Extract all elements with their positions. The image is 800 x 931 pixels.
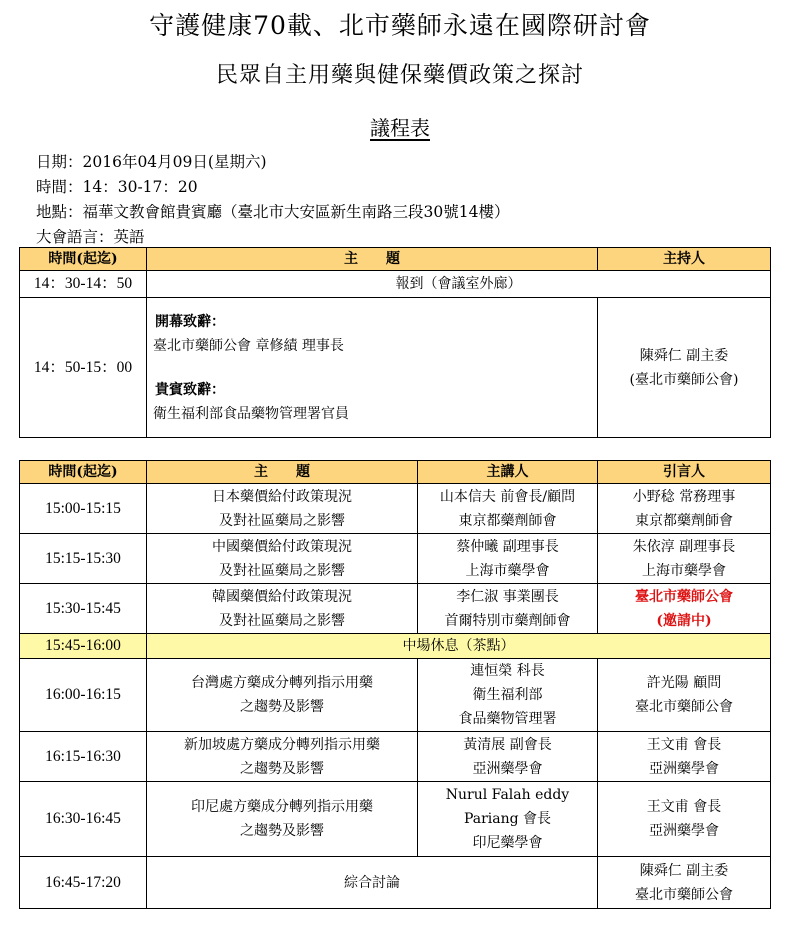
table-header-row <box>20 248 771 271</box>
header-time: 時間(起迄) <box>20 248 147 271</box>
speaker-line: 首爾特別市藥劑師會 <box>444 612 571 629</box>
moderator-line: 臺北市藥師公會 <box>635 886 733 903</box>
moderator-line: 小野稔 常務理事 <box>632 488 736 505</box>
opening-speaker: 臺北市藥師公會 章修績 理事長 <box>153 337 344 354</box>
topic-line: 及對社區藥局之影響 <box>219 612 345 629</box>
info-venue: 地點：福華文教會館貴賓廳（臺北市大安區新生南路三段30號14樓） <box>36 203 510 221</box>
table-row <box>20 782 771 857</box>
table-row <box>20 298 771 438</box>
speaker-line: 黃清展 副會長 <box>463 736 552 753</box>
agenda-heading <box>0 112 800 141</box>
session-topic <box>147 782 418 857</box>
break-label: 中場休息（茶點） <box>147 634 771 659</box>
speaker-line: Pariang 會長 <box>463 811 552 827</box>
session-time: 16:15-16:30 <box>20 732 147 782</box>
moderator-line: 臺北市藥師公會 <box>635 699 733 715</box>
session-topic <box>147 484 418 534</box>
table-header-row <box>20 461 771 484</box>
session-topic <box>147 534 418 584</box>
session-speaker <box>418 659 598 732</box>
session-time: 15:15-15:30 <box>20 534 147 584</box>
opening-host-cell <box>598 298 771 438</box>
table-row <box>20 271 771 298</box>
header-topic: 主 題 <box>147 461 418 484</box>
speaker-line: Nurul Falah eddy <box>445 787 570 803</box>
opening-topic-cell <box>147 298 598 438</box>
moderator-line: 陳舜仁 副主委 <box>639 862 729 879</box>
moderator-line: 亞洲藥學會 <box>649 823 719 839</box>
session-time: 16:00-16:15 <box>20 659 147 732</box>
session-topic <box>147 659 418 732</box>
discussion-topic: 綜合討論 <box>147 857 598 909</box>
moderator-line: 王文甫 會長 <box>646 736 722 753</box>
topic-line: 及對社區藥局之影響 <box>219 562 345 579</box>
moderator-line: 臺北市藥師公會 <box>635 588 733 605</box>
registration-topic: 報到（會議室外廊） <box>147 271 771 298</box>
session-speaker <box>418 484 598 534</box>
info-language: 大會語言：英語 <box>36 228 145 246</box>
agenda-heading-text: 議程表 <box>370 116 430 140</box>
break-row <box>20 634 771 659</box>
topic-line: 之趨勢及影響 <box>240 760 324 777</box>
session-time: 15:00-15:15 <box>20 484 147 534</box>
session-topic <box>147 584 418 634</box>
session-moderator <box>598 584 771 634</box>
topic-line: 中國藥價給付政策現況 <box>212 538 352 555</box>
registration-time: 14：30-14：50 <box>20 271 147 298</box>
session-time: 15:30-15:45 <box>20 584 147 634</box>
speaker-line: 食品藥物管理署 <box>458 711 557 727</box>
session-speaker <box>418 732 598 782</box>
opening-time: 14：50-15：00 <box>20 298 147 438</box>
table-row <box>20 484 771 534</box>
session-speaker <box>418 584 598 634</box>
session-agenda-table <box>19 460 771 909</box>
topic-line: 印尼處方藥成分轉列指示用藥 <box>191 799 373 815</box>
moderator-line: 亞洲藥學會 <box>649 760 719 777</box>
conference-subtitle: 民眾自主用藥與健保藥價政策之探討 <box>215 63 584 88</box>
speaker-line: 印尼藥學會 <box>472 835 543 851</box>
moderator-line: 朱依淳 副理事長 <box>632 538 736 555</box>
table-row <box>20 857 771 909</box>
session-moderator <box>598 782 771 857</box>
header-host: 主持人 <box>598 248 771 271</box>
session-speaker <box>418 782 598 857</box>
speaker-line: 山本信夫 前會長/顧問 <box>439 488 576 505</box>
table-row <box>20 534 771 584</box>
moderator-line: 許光陽 顧問 <box>646 675 722 691</box>
moderator-line: 上海市藥學會 <box>642 562 726 579</box>
topic-line: 及對社區藥局之影響 <box>219 512 345 529</box>
table-row <box>20 659 771 732</box>
header-moderator: 引言人 <box>598 461 771 484</box>
host-org: (臺北市藥師公會) <box>629 371 739 388</box>
session-topic <box>147 732 418 782</box>
session-moderator <box>598 857 771 909</box>
topic-line: 之趨勢及影響 <box>240 699 324 715</box>
host-name: 陳舜仁 副主委 <box>639 347 729 364</box>
speaker-line: 亞洲藥學會 <box>472 760 543 777</box>
opening-agenda-table <box>19 247 771 438</box>
session-moderator <box>598 484 771 534</box>
header-speaker: 主講人 <box>418 461 598 484</box>
session-moderator <box>598 659 771 732</box>
info-date: 日期：2016年04月09日(星期六) <box>36 153 267 171</box>
topic-line: 韓國藥價給付政策現況 <box>212 588 352 605</box>
session-speaker <box>418 534 598 584</box>
speaker-line: 上海市藥學會 <box>465 562 550 579</box>
topic-line: 日本藥價給付政策現況 <box>212 488 352 505</box>
topic-line: 之趨勢及影響 <box>240 823 324 839</box>
guest-label: 貴賓致辭： <box>155 381 225 398</box>
session-moderator <box>598 534 771 584</box>
session-time: 16:45-17:20 <box>20 857 147 909</box>
moderator-line: 東京都藥劑師會 <box>635 512 733 529</box>
header-time: 時間(起迄) <box>20 461 147 484</box>
topic-line: 新加坡處方藥成分轉列指示用藥 <box>184 736 380 753</box>
guest-speaker: 衛生福利部食品藥物管理署官員 <box>153 405 349 422</box>
header-topic: 主 題 <box>147 248 598 271</box>
topic-line: 台灣處方藥成分轉列指示用藥 <box>191 675 373 691</box>
speaker-line: 東京都藥劑師會 <box>458 512 557 529</box>
moderator-line: 王文甫 會長 <box>646 799 722 815</box>
table-row <box>20 584 771 634</box>
session-time: 16:30-16:45 <box>20 782 147 857</box>
moderator-line: (邀請中) <box>656 612 712 629</box>
conference-title: 守護健康70載、北市藥師永遠在國際研討會 <box>149 11 651 40</box>
info-time: 時間：14：30-17：20 <box>36 178 198 196</box>
speaker-line: 連恒榮 科長 <box>470 663 545 679</box>
speaker-line: 衛生福利部 <box>472 687 543 703</box>
table-row <box>20 732 771 782</box>
speaker-line: 李仁淑 事業團長 <box>456 588 559 605</box>
opening-label: 開幕致辭： <box>155 313 225 330</box>
break-time: 15:45-16:00 <box>20 634 147 659</box>
speaker-line: 蔡仲曦 副理事長 <box>456 538 559 555</box>
session-moderator <box>598 732 771 782</box>
